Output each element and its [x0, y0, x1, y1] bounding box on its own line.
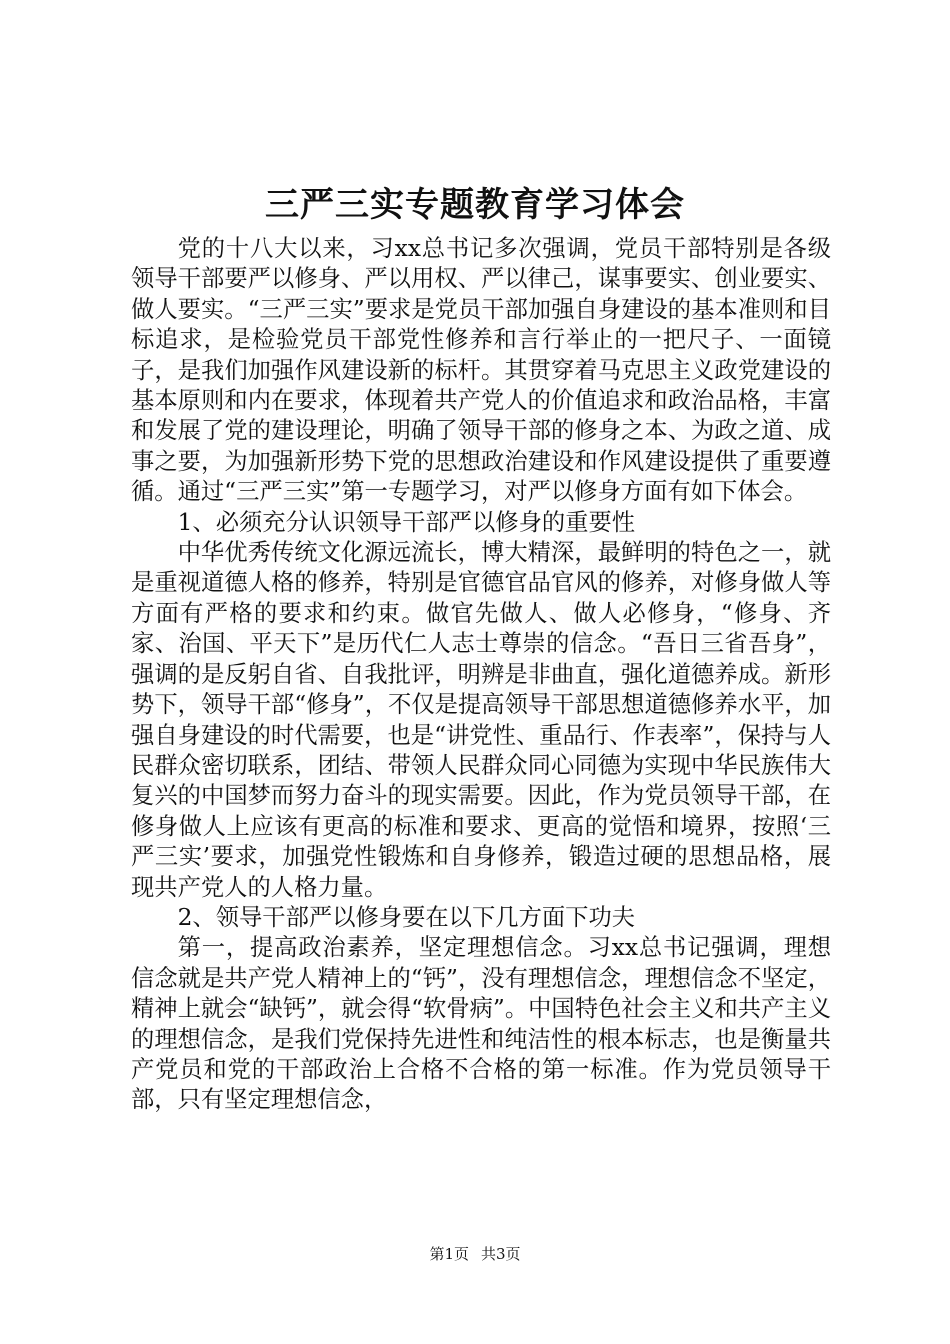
- page-footer: [0, 1244, 950, 1264]
- page-total: 共3页: [481, 1245, 521, 1263]
- page-number: 第1页: [429, 1245, 469, 1263]
- section-heading-1: 1、必须充分认识领导干部严以修身的重要性: [177, 508, 636, 536]
- section-heading-2: 2、领导干部严以修身要在以下几方面下功夫: [177, 903, 636, 931]
- paragraph-section-2: 第一，提高政治素养，坚定理想信念。习xx总书记强调，理想信念就是共产党人精神上的“钙”，没有理想信念，理想信念不坚定，精神上就会“缺钙”，就会得“软骨病”。中国特色社会主义和共产主义的理想信念，是我们党保持先进性和纯洁性的根本标志，也是衡量共产党员和党的干部政治上合格不合格的第一标准。作为党员领导干部，只有坚定理想信念，: [131, 934, 831, 1114]
- paragraph-intro: 党的十八大以来，习xx总书记多次强调，党员干部特别是各级领导干部要严以修身、严以用权、严以律己，谋事要实、创业要实、做人要实。“三严三实”要求是党员干部加强自身建设的基本准则和目标追求，是检验党员干部党性修养和言行举止的一把尺子、一面镜子，是我们加强作风建设新的标杆。其贯穿着马克思主义政党建设的基本原则和内在要求，体现着共产党人的价值追求和政治品格，丰富和发展了党的建设理论，明确了领导干部的修身之本、为政之道、成事之要，为加强新形势下党的思想政治建设和作风建设提供了重要遵循。通过“三严三实”第一专题学习，对严以修身方面有如下体会。: [131, 235, 831, 506]
- paragraph-section-1: 中华优秀传统文化源远流长，博大精深，最鲜明的特色之一，就是重视道德人格的修养，特别是官德官品官风的修养，对修身做人等方面有严格的要求和约束。做官先做人、做人必修身，“修身、齐家、治国、平天下”是历代仁人志士尊崇的信念。“吾日三省吾身”，强调的是反躬自省、自我批评，明辨是非曲直，强化道德养成。新形势下，领导干部“修身”，不仅是提高领导干部思想道德修养水平，加强自身建设的时代需要，也是“讲党性、重品行、作表率”，保持与人民群众密切联系，团结、带领人民群众同心同德为实现中华民族伟大复兴的中国梦而努力奋斗的现实需要。因此，作为党员领导干部，在修身做人上应该有更高的标准和要求、更高的觉悟和境界，按照‘三严三实’要求，加强党性锻炼和自身修养，锻造过硬的思想品格，展现共产党人的人格力量。: [131, 539, 831, 901]
- document-title: 三严三实专题教育学习体会: [265, 185, 685, 225]
- document-body: [131, 234, 831, 1116]
